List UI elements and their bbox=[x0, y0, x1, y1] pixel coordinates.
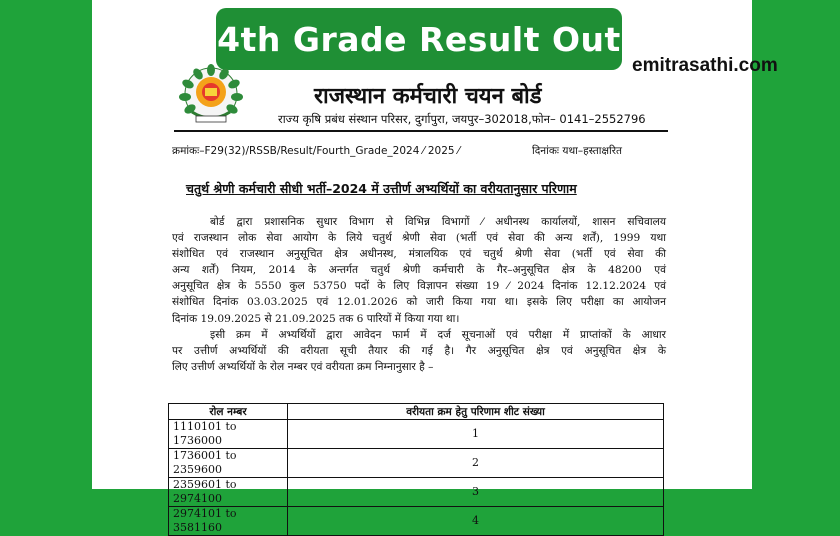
reference-number: क्रमांकः–F29(32)/RSSB/Result/Fourth_Grade_2024 ⁄ 2025 ⁄ bbox=[172, 145, 460, 157]
sheet-number-header: वरीयता क्रम हेतु परिणाम शीट संख्या bbox=[288, 404, 664, 420]
headline-banner bbox=[216, 8, 622, 70]
roll-range-cell: 1110101 to 1736000 bbox=[169, 420, 288, 449]
table-header-row bbox=[169, 404, 664, 420]
body-line: लिए उत्तीर्ण अभ्यर्थियों के रोल नम्बर एवं वरीयता क्रम निम्नानुसार है – bbox=[172, 360, 434, 373]
body-line: इसी क्रम में अभ्यर्थियों द्वारा आवेदन फार्म में दर्ज सूचनाओं एवं परीक्षा में प्राप्तांकों के आधार bbox=[210, 328, 666, 341]
body-line: पर उत्तीर्ण अभ्यर्थियों की वरीयता सूची तैयार की गई है। गैर अनुसूचित क्षेत्र एवं अनुसूचित क्षेत्र के bbox=[172, 344, 666, 357]
sheet-number-cell: 1 bbox=[288, 420, 664, 449]
headline-text: 4th Grade Result Out bbox=[217, 19, 621, 59]
notice-date: दिनांकः यथा–हस्ताक्षरित bbox=[532, 145, 623, 157]
site-watermark: emitrasathi.com bbox=[632, 55, 778, 76]
body-line: संशोधित दिनांक 03.03.2025 एवं 12.01.2026 को जारी किया गया था। इसके लिए परीक्षा का आयोजन bbox=[172, 296, 666, 309]
body-line: अन्य शर्तें) नियम, 2014 के अन्तर्गत चतुर्थ श्रेणी कर्मचारी के गैर–अनुसूचित क्षेत्र के 48200 एवं bbox=[172, 264, 666, 277]
rssb-logo-icon bbox=[178, 64, 244, 128]
organization-address: राज्य कृषि प्रबंध संस्थान परिसर, दुर्गापुरा, जयपुर–302018,फोन– 0141–2552796 bbox=[278, 112, 646, 126]
notice-title: चतुर्थ श्रेणी कर्मचारी सीधी भर्ती–2024 में उत्तीर्ण अभ्यर्थियों का वरीयतानुसार परिणाम bbox=[186, 181, 577, 196]
organization-name: राजस्थान कर्मचारी चयन बोर्ड bbox=[314, 84, 542, 109]
body-line: अनुसूचित क्षेत्र के 5550 कुल 53750 पदों के लिए विज्ञापन संख्या 19 ⁄ 2024 दिनांक 12.12.2024 एवं bbox=[172, 280, 666, 293]
sheet-number-cell: 2 bbox=[288, 449, 664, 478]
roll-range-cell: 1736001 to 2359600 bbox=[169, 449, 288, 478]
sheet-number-cell: 4 bbox=[288, 507, 664, 536]
body-line: संशोधित एवं राजस्थान अनुसूचित क्षेत्र अधीनस्थ, मंत्रालयिक एवं चतुर्थ श्रेणी सेवा (भर्ती एवं सेवा की bbox=[172, 248, 666, 261]
roll-range-cell: 2359601 to 2974100 bbox=[169, 478, 288, 507]
table-row bbox=[169, 507, 664, 536]
table-row bbox=[169, 449, 664, 478]
body-line: दिनांक 19.09.2025 से 21.09.2025 तक 6 पारियों में किया गया था। bbox=[172, 312, 460, 325]
notice-body bbox=[172, 214, 666, 375]
roll-range-cell: 2974101 to 3581160 bbox=[169, 507, 288, 536]
result-sheet-table bbox=[168, 403, 664, 536]
body-line: एवं राजस्थान लोक सेवा आयोग के लिये चतुर्थ श्रेणी सेवा (भर्ती एवं सेवा की अन्य शर्तें), 1999 यथा bbox=[172, 232, 666, 245]
header-divider bbox=[174, 130, 668, 132]
table-row bbox=[169, 478, 664, 507]
table-row bbox=[169, 420, 664, 449]
roll-number-header: रोल नम्बर bbox=[169, 404, 288, 420]
body-line: बोर्ड द्वारा प्रशासनिक सुधार विभाग से विभिन्न विभागों ⁄ अधीनस्थ कार्यालयों, शासन सचिवालय bbox=[210, 216, 666, 228]
sheet-number-cell: 3 bbox=[288, 478, 664, 507]
